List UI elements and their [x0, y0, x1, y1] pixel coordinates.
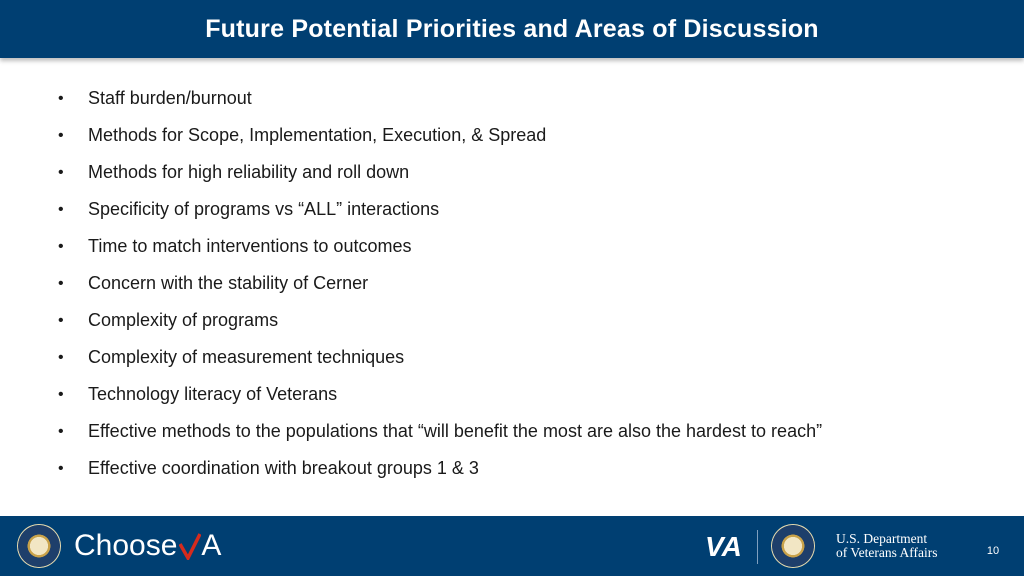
- logo-divider: [757, 530, 758, 564]
- list-item: [58, 339, 822, 376]
- list-item-text: Complexity of programs: [88, 310, 279, 330]
- red-check-icon: [179, 532, 201, 560]
- bullet-icon: •: [58, 89, 64, 107]
- list-item-text: Concern with the stability of Cerner: [88, 273, 369, 293]
- list-item-text: Methods for Scope, Implementation, Execution, & Spread: [88, 125, 547, 145]
- slide-header: [0, 0, 1024, 58]
- va-seal-icon: [18, 525, 60, 567]
- va-logo: VA: [705, 531, 742, 562]
- list-item: [58, 117, 822, 154]
- list-item-text: Staff burden/burnout: [88, 88, 252, 108]
- list-item-text: Methods for high reliability and roll down: [88, 162, 410, 182]
- slide-title: Future Potential Priorities and Areas of Discussion: [205, 14, 819, 43]
- bullet-icon: •: [58, 200, 64, 218]
- list-item: [58, 228, 822, 265]
- list-item: [58, 450, 822, 487]
- bullet-icon: •: [58, 385, 64, 403]
- bullet-icon: •: [58, 348, 64, 366]
- bullet-icon: •: [58, 311, 64, 329]
- list-item-text: Complexity of measurement techniques: [88, 347, 405, 367]
- list-item: [58, 265, 822, 302]
- choose-va-logo: [74, 527, 221, 565]
- bullet-icon: •: [58, 237, 64, 255]
- choose-va-mark: [177, 529, 221, 563]
- list-item: [58, 302, 822, 339]
- list-item: [58, 80, 822, 117]
- bullet-icon: •: [58, 163, 64, 181]
- department-line-1: U.S. Department: [836, 531, 928, 546]
- va-seal-icon: [772, 525, 814, 567]
- list-item: [58, 413, 822, 450]
- bullet-icon: •: [58, 459, 64, 477]
- department-name: [836, 532, 937, 560]
- list-item-text: Time to match interventions to outcomes: [88, 236, 412, 256]
- list-item-text: Technology literacy of Veterans: [88, 384, 338, 404]
- bullet-list: [58, 80, 822, 487]
- department-line-2: of Veterans Affairs: [836, 545, 938, 560]
- list-item-text: Effective coordination with breakout groups 1 & 3: [88, 458, 479, 478]
- choose-va-letter: A: [201, 529, 222, 562]
- list-item-text: Specificity of programs vs “ALL” interactions: [88, 199, 440, 219]
- bullet-icon: •: [58, 126, 64, 144]
- list-item: [58, 376, 822, 413]
- bullet-icon: •: [58, 274, 64, 292]
- bullet-icon: •: [58, 422, 64, 440]
- list-item: [58, 191, 822, 228]
- page-number: 10: [986, 545, 1000, 557]
- choose-text: Choose: [74, 529, 178, 562]
- list-item-text: Effective methods to the populations that “will benefit the most are also the hardest to reach”: [88, 421, 823, 441]
- list-item: [58, 154, 822, 191]
